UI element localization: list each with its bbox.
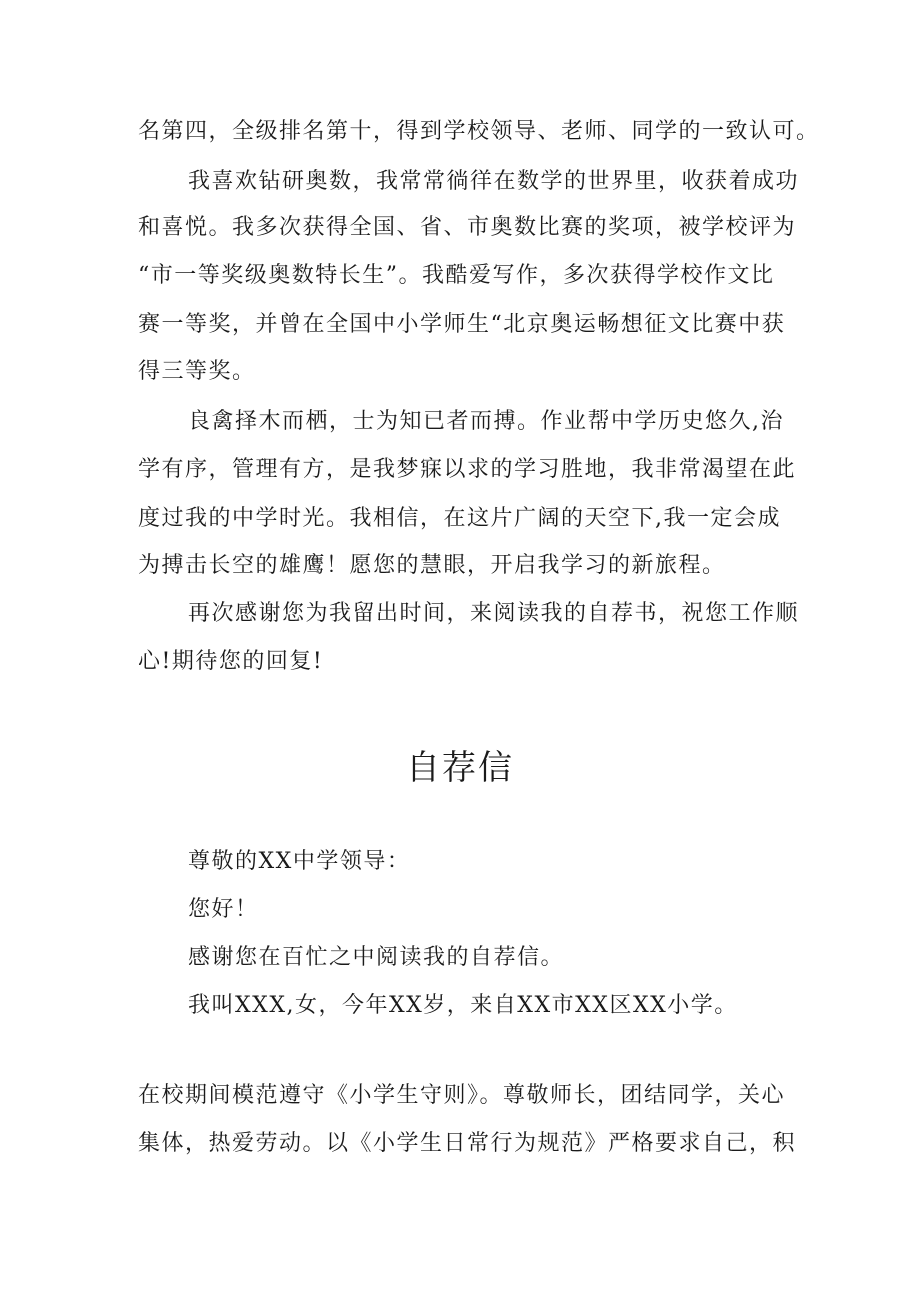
paragraph-line: 良禽择木而栖，士为知已者而搏。作业帮中学历史悠久,治 [188, 409, 784, 434]
paragraph-line: 在校期间模范遵守《小学生守则》。尊敬师长，团结同学，关心 [138, 1083, 786, 1108]
paragraph-line: 名第四，全级排名第十，得到学校领导、老师、同学的一致认可。 [138, 119, 820, 144]
paragraph-line: 我喜欢钻研奥数，我常常徜徉在数学的世界里，收获着成功 [188, 169, 800, 194]
paragraph-line: 集体，热爱劳动。以《小学生日常行为规范》严格要求自己，积 [138, 1131, 797, 1156]
intro-line: 我叫XXX,女，今年XX岁，来自XX市XX区XX小学。 [188, 993, 738, 1018]
salutation: 尊敬的XX中学领导： [188, 849, 411, 874]
paragraph-line: 为搏击长空的雄鹰！愿您的慧眼，开启我学习的新旅程。 [138, 553, 726, 578]
document-title: 自荐信 [406, 748, 514, 788]
paragraph-line: 心!期待您的回复! [138, 649, 324, 674]
paragraph-line: 得三等奖。 [138, 359, 256, 384]
paragraph-line: 再次感谢您为我留出时间，来阅读我的自荐书，祝您工作顺 [188, 601, 800, 626]
greeting: 您好！ [188, 897, 259, 922]
paragraph-line: 学有序，管理有方，是我梦寐以求的学习胜地，我非常渴望在此 [138, 457, 797, 482]
paragraph-line: 和喜悦。我多次获得全国、省、市奥数比赛的奖项，被学校评为 [138, 215, 797, 240]
paragraph-line: “市一等奖级奥数特长生”。我酷爱写作，多次获得学校作文比 [138, 263, 775, 288]
paragraph-line: 度过我的中学时光。我相信，在这片广阔的天空下,我一定会成 [138, 506, 781, 531]
thanks-line: 感谢您在百忙之中阅读我的自荐信。 [188, 945, 565, 970]
paragraph-line: 赛一等奖，并曾在全国中小学师生“北京奥运畅想征文比赛中获 [138, 312, 786, 337]
